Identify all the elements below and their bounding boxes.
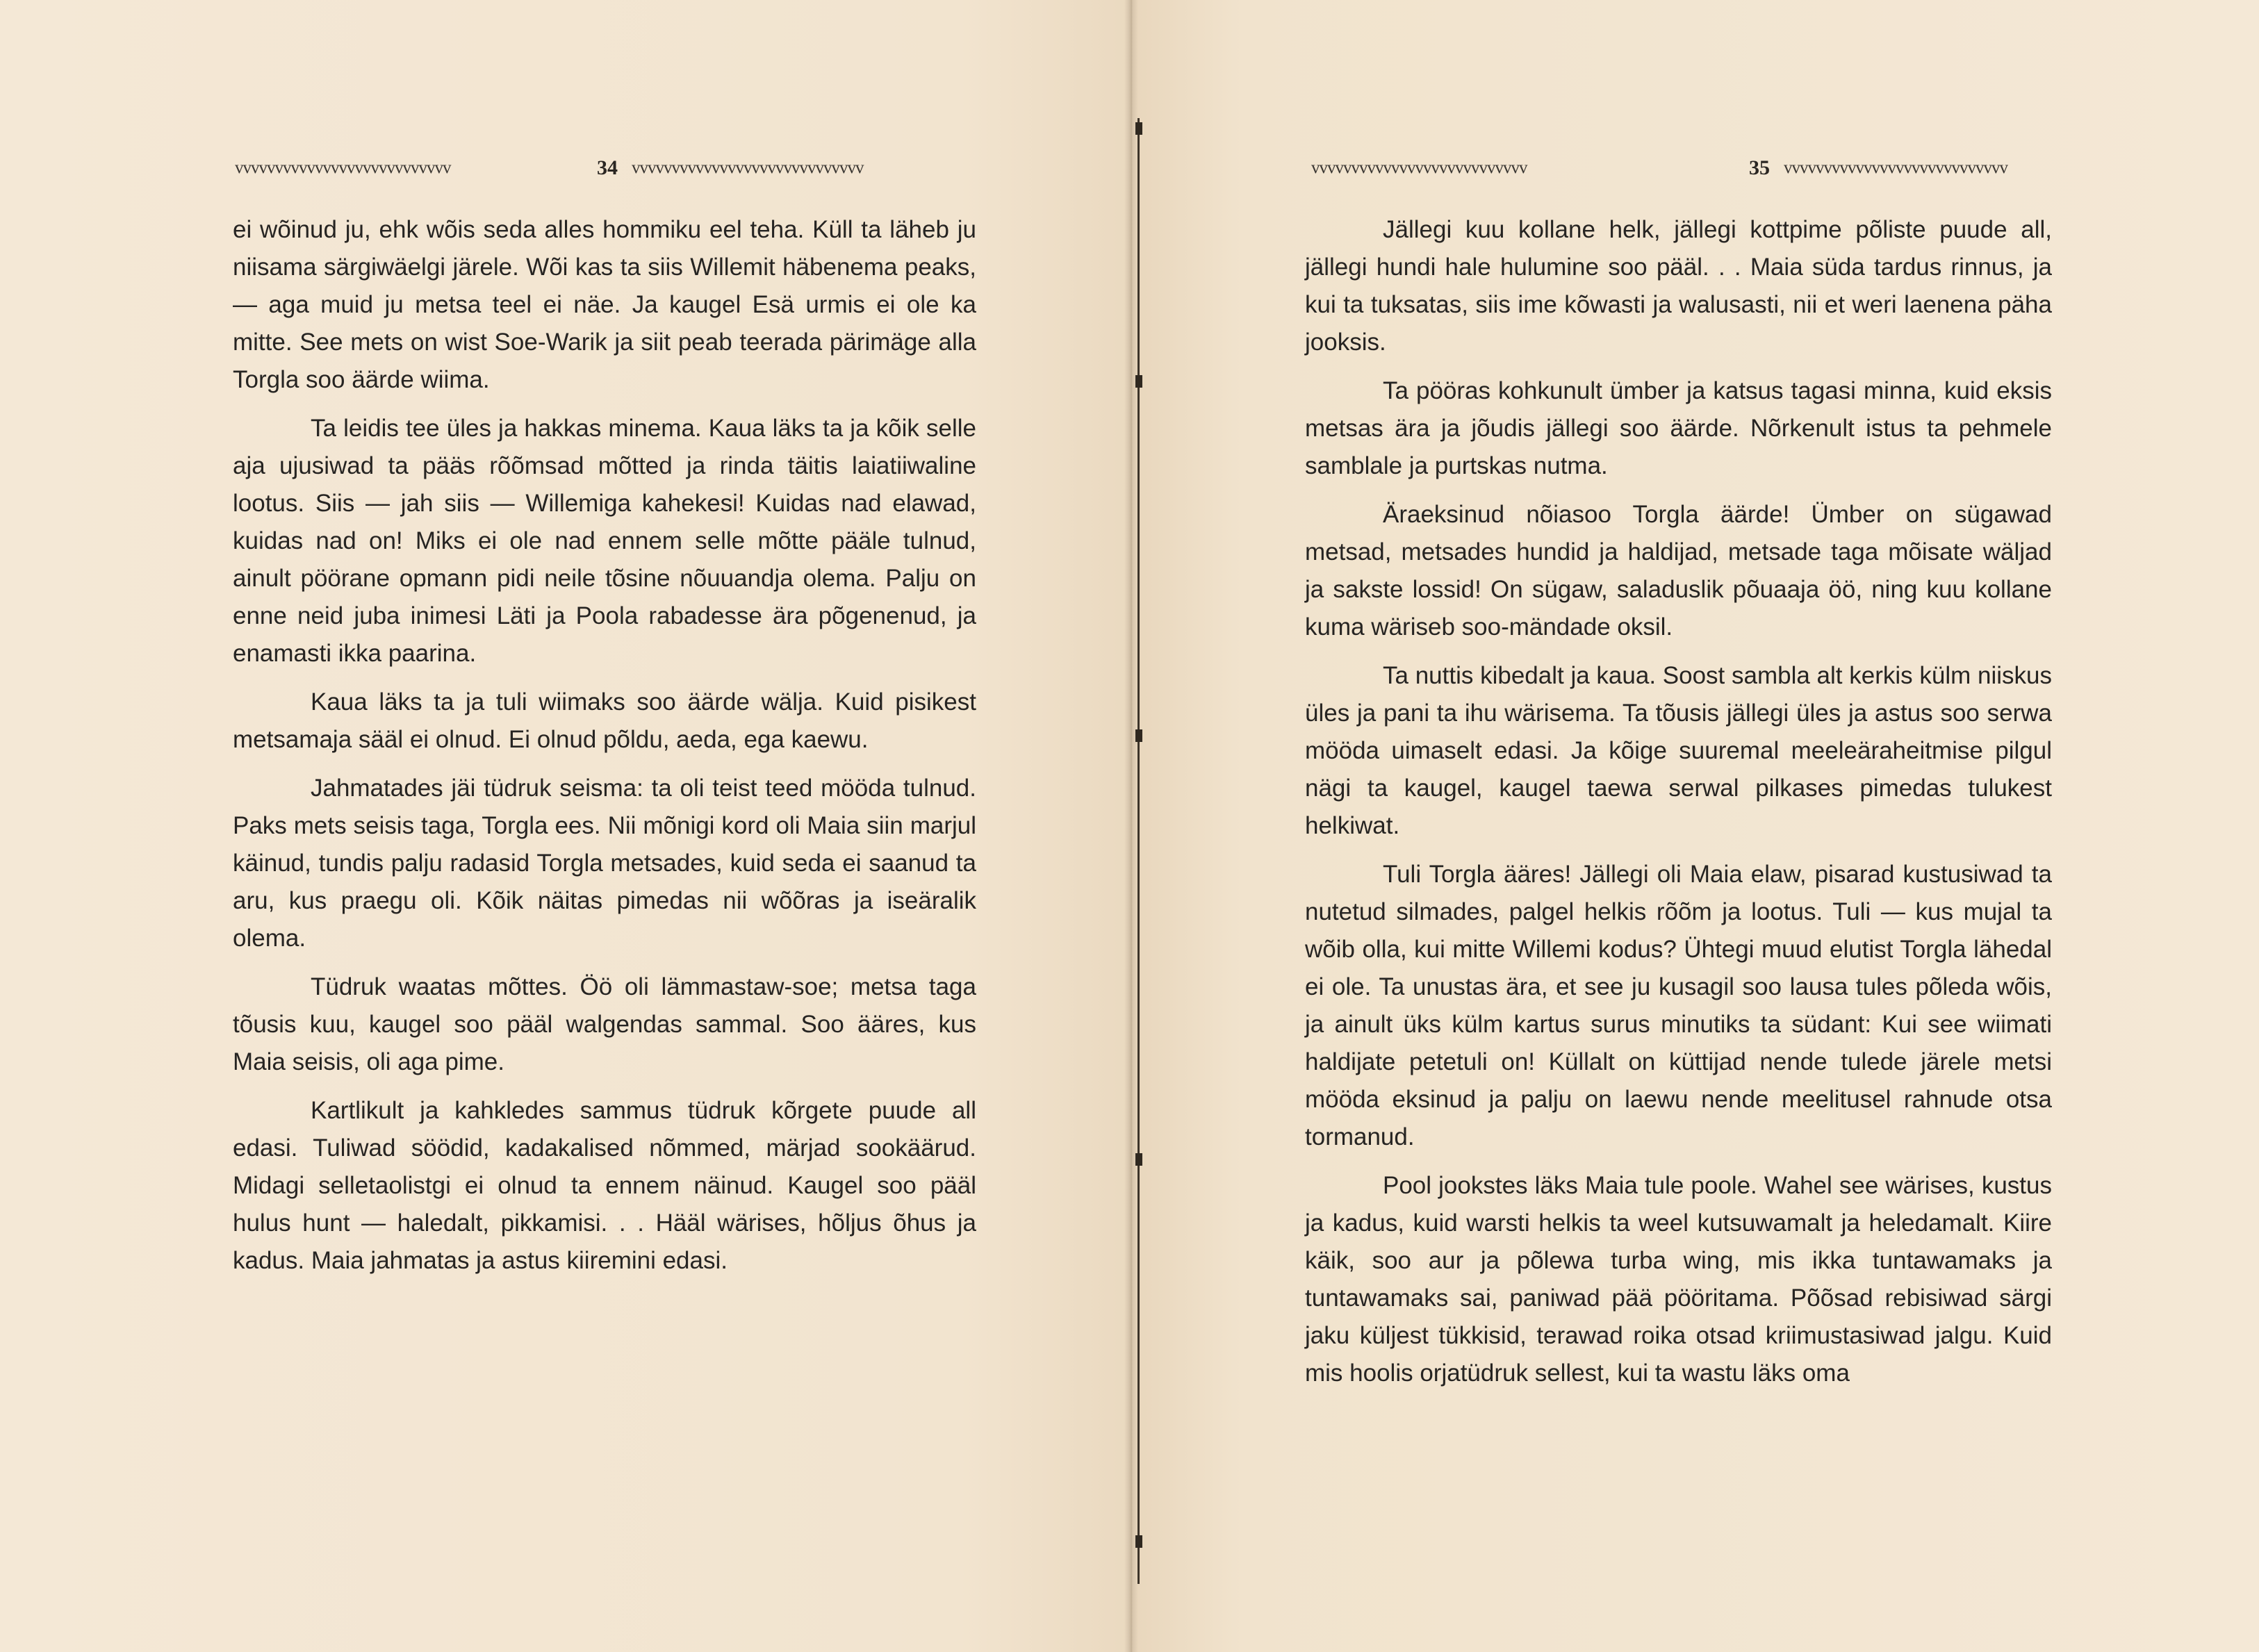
- paragraph: Jällegi kuu kollane helk, jällegi kottpime põliste puude all, jällegi hundi hale hulumine soo pääl. . . Maia süda tardus rinnus, ja kui ta tuksatas, siis ime kõwasti ja walusasti, nii et weri laenena päha jooksis.: [1305, 216, 2052, 356]
- paragraph: Kaua läks ta ja tuli wiimaks soo äärde wälja. Kuid pisikest metsamaja sääl ei olnud. Ei olnud põldu, aeda, ega kaewu.: [233, 688, 976, 753]
- paragraph: Kartlikult ja kahkledes sammus tüdruk kõrgete puude all edasi. Tuliwad söödid, kadakalised nõmmed, märjad sookäärud. Midagi selletaolistgi ei olnud ta ennem näinud. Kaugel soo pääl hulus hunt — haledalt, pikkamisi. . . Hääl wärises, hõljus õhus ja kadus. Maia jahmatas ja astus kiiremini edasi.: [233, 1097, 976, 1274]
- binding-stitch: [1135, 375, 1142, 388]
- paragraph: Ta leidis tee üles ja hakkas minema. Kaua läks ta ja kõik selle aja ujusiwad ta pääs rõõmsad mõtted ja rinda täitis laiatiiwaline lootus. Siis — jah siis — Willemiga kahekesi! Kuidas nad elawad, kuidas nad on! Miks ei ole nad ennem selle mõtte pääle tulnud, ainult pöörane opmann pidi neile tõsine nõuuandja olema. Palju on enne neid juba inimesi Läti ja Poola rabadesse ära põgenenud, ja enamasti ikka paarina.: [233, 415, 976, 667]
- binding-stitch: [1135, 1153, 1142, 1166]
- header-ornament-right: vvvvvvvvvvvvvvvvvvvvvvvvvvvv: [1784, 158, 2007, 177]
- paragraph: Äraeksinud nõiasoo Torgla äärde! Ümber on sügawad metsad, metsades hundid ja haldijad, metsade taga mõisate wäljad ja sakste lossid! On sügaw, saladuslik põuaaja öö, ning kuu kollane kuma wäriseb soo-mändade oksil.: [1305, 501, 2052, 641]
- left-page-header: [235, 154, 980, 182]
- left-page: [0, 0, 1129, 1652]
- binding-stitch: [1135, 1535, 1142, 1548]
- paragraph: Jahmatades jäi tüdruk seisma: ta oli teist teed mööda tulnud. Paks mets seisis taga, Torgla ees. Nii mõnigi kord oli Maia siin marjul käinud, tundis palju radasid Torgla metsades, kuid seda ei saanud ta aru, kus praegu oli. Kõik näitas pimedas nii wõõras ja iseäralik olema.: [233, 775, 976, 952]
- page-number: 34: [597, 156, 618, 179]
- left-page-text: [233, 211, 976, 1291]
- page-number: 35: [1749, 156, 1770, 179]
- header-ornament-left: vvvvvvvvvvvvvvvvvvvvvvvvvvv: [235, 158, 451, 177]
- right-page-text: [1305, 211, 2052, 1403]
- binding-stitch: [1135, 729, 1142, 742]
- paragraph: Ta nuttis kibedalt ja kaua. Soost sambla alt kerkis külm niiskus üles ja pani ta ihu wärisema. Ta tõusis jällegi üles ja astus soo serwa mööda uimaselt edasi. Ja kõige suuremal meeleäraheitmise pilgul nägi ta kaugel, kaugel taewa serwal pilkases pimedas tulukest helkiwat.: [1305, 662, 2052, 839]
- paragraph: Ta pööras kohkunult ümber ja katsus tagasi minna, kuid eksis metsas ära ja jõudis jällegi soo äärde. Nõrkenult istus ta pehmele samblale ja purtskas nutma.: [1305, 377, 2052, 479]
- header-ornament-left: vvvvvvvvvvvvvvvvvvvvvvvvvvv: [1311, 158, 1527, 177]
- right-page-header: [1311, 154, 2208, 182]
- book-gutter: [1124, 0, 1138, 1652]
- paragraph: ei wõinud ju, ehk wõis seda alles hommiku eel teha. Küll ta läheb ju niisama särgiwäelgi järele. Wõi kas ta siis Willemit häbenema peaks, — aga muid ju metsa teel ei näe. Ja kaugel Esä urmis ei ole ka mitte. See mets on wist Soe-Warik ja siit peab teerada pärimäge alla Torgla soo äärde wiima.: [233, 216, 976, 393]
- binding-stitch: [1135, 122, 1142, 135]
- header-ornament-right: vvvvvvvvvvvvvvvvvvvvvvvvvvvvv: [632, 158, 864, 177]
- paragraph: Tüdruk waatas mõttes. Öö oli lämmastaw-soe; metsa taga tõusis kuu, kaugel soo pääl walgendas sammal. Soo ääres, kus Maia seisis, oli aga pime.: [233, 973, 976, 1075]
- paragraph: Pool jookstes läks Maia tule poole. Wahel see wärises, kustus ja kadus, kuid warsti helkis ta weel kutsuwamalt ja heledamalt. Kiire käik, soo aur ja põlewa turba wing, mis ikka tuntawamaks ja tuntawamaks sai, paniwad pää pööritama. Põõsad rebisiwad särgi jaku küljest tükkisid, terawad roika otsad kriimustasiwad jalgu. Kuid mis hoolis orjatüdruk sellest, kui ta wastu läks oma: [1305, 1172, 2052, 1387]
- paragraph: Tuli Torgla ääres! Jällegi oli Maia elaw, pisarad kustusiwad ta nutetud silmades, palgel helkis rõõm ja lootus. Tuli — kus mujal ta wõib olla, kui mitte Willemi kodus? Ühtegi muud elutist Torgla lähedal ei ole. Ta unustas ära, et see ju kusagil soo lausa tules põleda wõis, ja ainult üks külm kartus surus minutiks ta südant: Kui see wiimati haldijate petetuli on! Küllalt on küttijad nende tulede järele metsi mööda eksinud ja palju on laewu nende meelitusel rahnude otsa tormanud.: [1305, 861, 2052, 1150]
- binding-thread: [1137, 118, 1140, 1584]
- right-page: [1129, 0, 2259, 1652]
